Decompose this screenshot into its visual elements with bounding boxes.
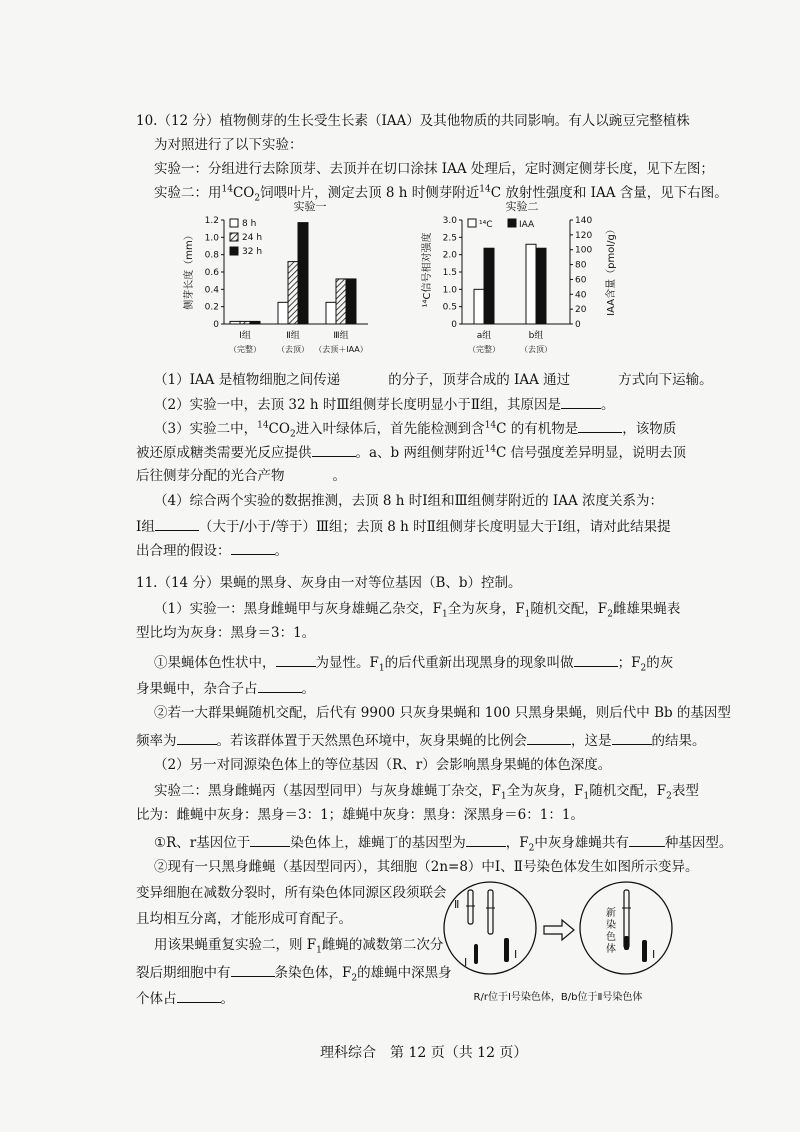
q10-part1: （1）IAA 是植物细胞之间传递 的分子，顶芽合成的 IAA 通过 方式向下运输。 [154, 372, 713, 388]
chart1-legend-label: 8 h [242, 219, 257, 229]
new-chromosome [622, 890, 631, 950]
answer-blank[interactable] [258, 678, 302, 693]
chart2-bar [474, 289, 484, 324]
q11-part2-intro: （2）另一对同源染色体上的等位基因（R、r）会影响黑身果蝇的体色深度。 [154, 757, 612, 773]
label-I-right: Ⅰ [652, 948, 656, 961]
q11-part1-q2-line1: ②若一大群果蝇随机交配，后代有 9900 只灰身果蝇和 100 只黑身果蝇，则后代中 Bb 的基因型 [154, 705, 731, 721]
chart2-ytick-right-label: 100 [575, 245, 593, 256]
q11-part2-q2-line5: 裂后期细胞中有 条染色体，$F_2$的雄蝇中深黑身 [136, 962, 452, 982]
answer-blank[interactable] [574, 652, 618, 667]
answer-blank[interactable] [231, 962, 275, 977]
chart1-bar [336, 279, 346, 324]
chart2-ylabel-left: ¹⁴C信号相对强度 [422, 232, 433, 308]
chart2-ytick-right-label: 20 [575, 305, 587, 316]
chart1-xlabel: Ⅰ组 [239, 331, 251, 341]
q11-experiment2-line2: 比为：雌蝇中灰身：黑身＝3：1；雄蝇中灰身：黑身：深黑身＝6：1：1。 [136, 807, 584, 823]
chart1-ytick-label: 0.6 [204, 268, 219, 278]
chart1-bar [298, 223, 308, 324]
q11-part1-line2: 型比均为灰身：黑身＝3：1。 [136, 625, 316, 641]
chart2-ytick-left-label: 2.5 [442, 233, 457, 244]
q10-part4-line1: （4）综合两个实验的数据推测，去顶 8 h 时Ⅰ组和Ⅲ组侧芽附近的 IAA 浓度关系为： [154, 493, 664, 509]
chart2-legend-label: IAA [519, 220, 535, 230]
chart1-legend-swatch [230, 219, 238, 227]
chart2-ytick-left-label: 1.5 [442, 268, 457, 278]
chart-experiment1 [180, 200, 400, 360]
diagram-caption: R/r位于Ⅰ号染色体，B/b位于Ⅱ号染色体 [473, 992, 643, 1003]
chart1-xlabel-sub: （去顶） [277, 345, 309, 354]
q10-stem-line1: 10.（12 分）植物侧芽的生长受生长素（IAA）及其他物质的共同影响。有人以豌豆完整植株 [136, 113, 690, 129]
chart2-ytick-right-label: 60 [575, 275, 587, 286]
q11-part1-q1-line2: 身果蝇中，杂合子占 。 [136, 678, 315, 698]
q11-part2-q2-line4: 用该果蝇重复实验二，则 $F_1$雌蝇的减数第二次分 [154, 937, 444, 956]
chart2-xlabel-sub: （完整） [468, 345, 500, 354]
q11-part2-q2-line3: 且均相互分离，才能形成可育配子。 [136, 911, 352, 927]
new-chromosome-char-2: 染 [606, 920, 616, 931]
chart1-legend-label: 24 h [242, 233, 263, 243]
chart1-ytick-label: 0.2 [204, 302, 219, 313]
chart1-bar [250, 321, 260, 324]
chart1-ytick-label: 1.2 [204, 216, 219, 226]
chart2-xlabel: a组 [476, 331, 492, 341]
answer-blank[interactable] [177, 730, 217, 745]
chromosome-I-pair [474, 938, 509, 964]
chart2-legend-label: ¹⁴C [479, 220, 493, 230]
answer-blank[interactable] [561, 394, 601, 409]
answer-blank[interactable] [527, 730, 571, 745]
chart1-bar [326, 302, 336, 324]
q11-experiment2-line1: 实验二：黑身雌蝇丙（基因型同甲）与灰身雄蝇丁杂交，$F_1$全为灰身，$F_1$随机交配，$F_2$表型 [154, 783, 699, 802]
chart1-ytick-label: 0.4 [204, 285, 219, 296]
chart2-ytick-left-label: 0.5 [442, 302, 457, 313]
chart-experiment2 [418, 200, 618, 360]
arrow-icon [544, 920, 574, 940]
chart2-legend-swatch [468, 219, 476, 227]
answer-blank[interactable] [312, 442, 356, 457]
answer-blank[interactable] [250, 832, 290, 847]
chart2-ytick-left-label: 1.0 [442, 285, 457, 296]
chart1-ytick-label: 0 [213, 320, 219, 330]
chart1-bar [288, 262, 298, 324]
chart1-legend-swatch [230, 233, 238, 241]
chart2-ylabel-right: IAA含量（pmol/g） [606, 224, 617, 316]
variant-cell [580, 882, 672, 974]
q11-part2-q2-line6: 个体占 。 [136, 988, 234, 1008]
chromosome-variation-diagram [440, 878, 680, 1006]
page-footer: 理科综合 第 12 页（共 12 页） [320, 1045, 528, 1061]
q11-part2-q2-line2: 变异细胞在减数分裂时，所有染色体同源区段须联会 [136, 885, 447, 901]
chart1-xlabel-sub: （完整） [229, 345, 261, 354]
remaining-chromosome-I [642, 940, 647, 962]
q11-stem: 11.（14 分）果蝇的黑身、灰身由一对等位基因（B、b）控制。 [136, 575, 522, 591]
q11-part1-q1-line1: ①果蝇体色性状中， 为显性。$F_1$的后代重新出现黑身的现象叫做 ；$F_2$的灰 [154, 652, 673, 672]
answer-blank[interactable] [629, 832, 665, 847]
chart2-ytick-right-label: 120 [575, 230, 593, 241]
chart2-legend-swatch [508, 219, 516, 227]
answer-blank[interactable] [177, 988, 221, 1003]
chart1-ytick-label: 1.0 [204, 233, 219, 244]
chart2-bar [536, 248, 546, 324]
chromosome-II-pair [466, 890, 495, 934]
normal-cell [444, 882, 536, 974]
q11-part2-q2-line1: ②现有一只黑身雌蝇（基因型同丙），其细胞（2n=8）中Ⅰ、Ⅱ号染色体发生如图所示变异。 [154, 859, 699, 875]
q10-part3-line3: 后往侧芽分配的光合产物 。 [136, 468, 346, 484]
chart2-ytick-right-label: 40 [575, 290, 587, 301]
answer-blank[interactable] [155, 516, 199, 531]
answer-blank[interactable] [231, 540, 275, 555]
new-chromosome-char-4: 体 [606, 944, 616, 955]
q10-experiment2: 实验二：用$^{14}CO_2$饲喂叶片，测定去顶 8 h 时侧芽附近$^{14}$C 放射性强度和 IAA 含量，见下右图。 [154, 184, 728, 204]
q10-part4-line2: Ⅰ组 （大于/小于/等于）Ⅲ组；去顶 8 h 时Ⅱ组侧芽长度明显大于Ⅰ组，请对此结果提 [136, 516, 671, 536]
chart2-title: 实验二 [505, 200, 539, 213]
q11-part2-q1: ①R、r基因位于 染色体上，雄蝇丁的基因型为 ，$F_2$中灰身雄蝇共有 种基因型。 [154, 832, 732, 852]
chart1-bar [240, 321, 250, 324]
q10-part3-line1: （3）实验二中，$^{14}CO_2$进入叶绿体后，首先能检测到含$^{14}$C 的有机物是 ，该物质 [154, 418, 676, 438]
q10-experiment1: 实验一：分组进行去除顶芽、去顶并在切口涂抹 IAA 处理后，定时测定侧芽长度，见下左图； [154, 161, 714, 177]
chart1-xlabel: Ⅱ组 [286, 331, 300, 341]
label-I-left-a: Ⅰ [464, 956, 468, 969]
chart2-bar [484, 248, 494, 324]
chart1-xlabel: Ⅲ组 [333, 331, 349, 341]
chart2-ytick-right-label: 80 [575, 260, 587, 271]
new-chromosome-char-1: 新 [606, 908, 616, 919]
q10-part4-line3: 出合理的假设： 。 [136, 540, 288, 560]
new-chromosome-char-3: 色 [606, 932, 616, 943]
chart1-legend-swatch [230, 247, 238, 255]
q10-part3-line2: 被还原成糖类需要光反应提供 。a、b 两组侧芽附近$^{14}$C 信号强度差异明显，说明去顶 [136, 442, 686, 462]
chart2-ytick-left-label: 2.0 [442, 250, 457, 261]
q11-part1-line1: （1）实验一：黑身雌蝇甲与灰身雄蝇乙杂交，$F_1$全为灰身，$F_1$随机交配，$F_2$雌雄果蝇表 [154, 601, 681, 620]
answer-blank[interactable] [578, 418, 622, 433]
label-I-left-b: Ⅰ [514, 948, 518, 961]
answer-blank[interactable] [466, 832, 506, 847]
chart1-bar [230, 321, 240, 324]
answer-blank[interactable] [276, 652, 316, 667]
label-II-left: Ⅱ [454, 898, 460, 911]
chart2-xlabel: b组 [528, 331, 544, 341]
chart2-ytick-left-label: 0 [451, 320, 457, 330]
q11-part1-q2-line2: 频率为 。若该群体置于天然黑色环境中，灰身果蝇的比例会 ，这是 的结果。 [136, 730, 706, 750]
chart2-ytick-right-label: 0 [575, 320, 581, 330]
chart1-legend-label: 32 h [242, 247, 263, 257]
chart1-ytick-label: 0.8 [204, 250, 219, 261]
chart2-ytick-right-label: 140 [575, 216, 593, 226]
chart1-title: 实验一 [293, 200, 327, 213]
chart1-ylabel: 侧芽长度（mm） [184, 230, 195, 310]
chart1-bar [346, 279, 356, 324]
chart2-xlabel-sub: （去顶） [520, 345, 552, 354]
chart1-xlabel-sub: （去顶＋IAA） [314, 345, 368, 354]
chart2-ytick-left-label: 3.0 [442, 216, 457, 226]
chart2-bar [526, 244, 536, 324]
answer-blank[interactable] [612, 730, 652, 745]
q10-part2: （2）实验一中，去顶 32 h 时Ⅲ组侧芽长度明显小于Ⅱ组，其原因是 。 [154, 394, 615, 414]
chart1-bar [278, 302, 288, 324]
q10-stem-line2: 为对照进行了以下实验： [154, 137, 303, 153]
